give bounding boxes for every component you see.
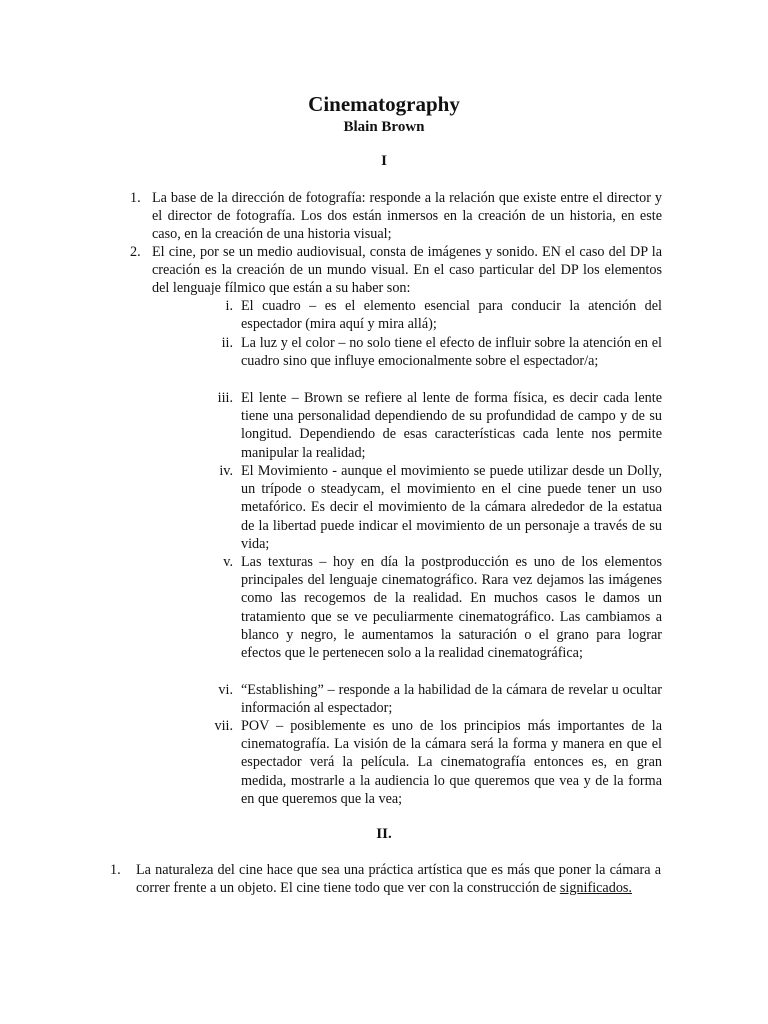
section-heading-1: I (381, 153, 387, 169)
list-item-text (136, 861, 661, 897)
sublist-item-number: iv. (219, 463, 233, 479)
sublist-item-number: ii. (221, 335, 233, 351)
sublist-item (217, 389, 662, 462)
sublist-item-number: i. (225, 298, 233, 314)
sublist-item-text: El lente – Brown se refiere al lente de forma física, es decir cada lente tiene una personalidad dependiendo de su profundidad de campo y de su longitud. Dependiendo de esas características cada lente nos permite manipular la realidad; (241, 390, 662, 461)
list-item-text-main: La naturaleza del cine hace que sea una práctica artística que es más que poner la cámara a correr frente a un objeto. El cine tiene todo que ver con la construcción de (136, 862, 661, 897)
sublist-item-number: iii. (217, 390, 233, 406)
document-title: Cinematography (308, 92, 460, 116)
sublist-item (218, 681, 662, 717)
sublist-item-text: El Movimiento - aunque el movimiento se puede utilizar desde un Dolly, un trípode o steadycam, el movimiento en el cine puede tener un uso metafórico. Es decir el movimiento de la cámara alrededor de la estatua de la libertad puede indicar el movimiento de un personaje a través de su vida; (241, 463, 662, 552)
list-item-text: El cine, por se un medio audiovisual, consta de imágenes y sonido. EN el caso del DP la creación es la creación de un mundo visual. En el caso particular del DP los elementos del lenguaje fílmico que están a su haber son: (152, 244, 662, 297)
sublist-item-text: La luz y el color – no solo tiene el efecto de influir sobre la atención en el cuadro sino que influye emocionalmente sobre el espectador/a; (241, 335, 662, 370)
list-item-number: 1. (110, 862, 121, 878)
sublist-item (223, 553, 662, 662)
sublist-item-number: v. (223, 554, 233, 570)
sublist-item-number: vii. (214, 718, 233, 734)
sublist-item-number: vi. (218, 682, 233, 698)
sublist-item (225, 297, 662, 333)
sublist-item (214, 717, 662, 808)
sublist-item-text: “Establishing” – responde a la habilidad de la cámara de revelar u ocultar información al espectador; (241, 682, 662, 717)
sublist-item (219, 462, 662, 553)
list-item (130, 189, 662, 244)
list-item (110, 861, 661, 897)
underlined-term: significados. (559, 880, 632, 897)
sublist-item-text: El cuadro – es el elemento esencial para conducir la atención del espectador (mira aquí y mira allá); (241, 298, 662, 333)
list-item-text: La base de la dirección de fotografía: responde a la relación que existe entre el director y el director de fotografía. Los dos están inmersos en la creación de un historia, en este caso, en la creación de una historia visual; (152, 190, 662, 243)
list-item-number: 1. (130, 190, 141, 206)
section-heading-2: II. (376, 826, 392, 842)
list-item (130, 243, 662, 298)
sublist-item-text: Las texturas – hoy en día la postproducción es uno de los elementos principales del lenguaje cinematográfico. Rara vez dejamos las imágenes como las recogemos de la realidad. En muchos casos le damos un tratamiento que se ve peculiarmente cinematográfico. Las cambiamos a blanco y negro, le aumentamos la saturación o el grano para lograr efectos que le pertenecen solo a la realidad cinematográfica; (241, 554, 662, 662)
sublist-item-text: POV – posiblemente es uno de los principios más importantes de la cinematografía. La visión de la cámara será la forma y manera en que el espectador verá la película. La cinematografía entonces es, en gran medida, mostrarle a la audiencia lo que queremos que vea y de la forma en que queremos que la vea; (241, 718, 662, 807)
sublist-item (221, 334, 662, 370)
document-author: Blain Brown (343, 119, 425, 135)
list-item-number: 2. (130, 244, 141, 260)
